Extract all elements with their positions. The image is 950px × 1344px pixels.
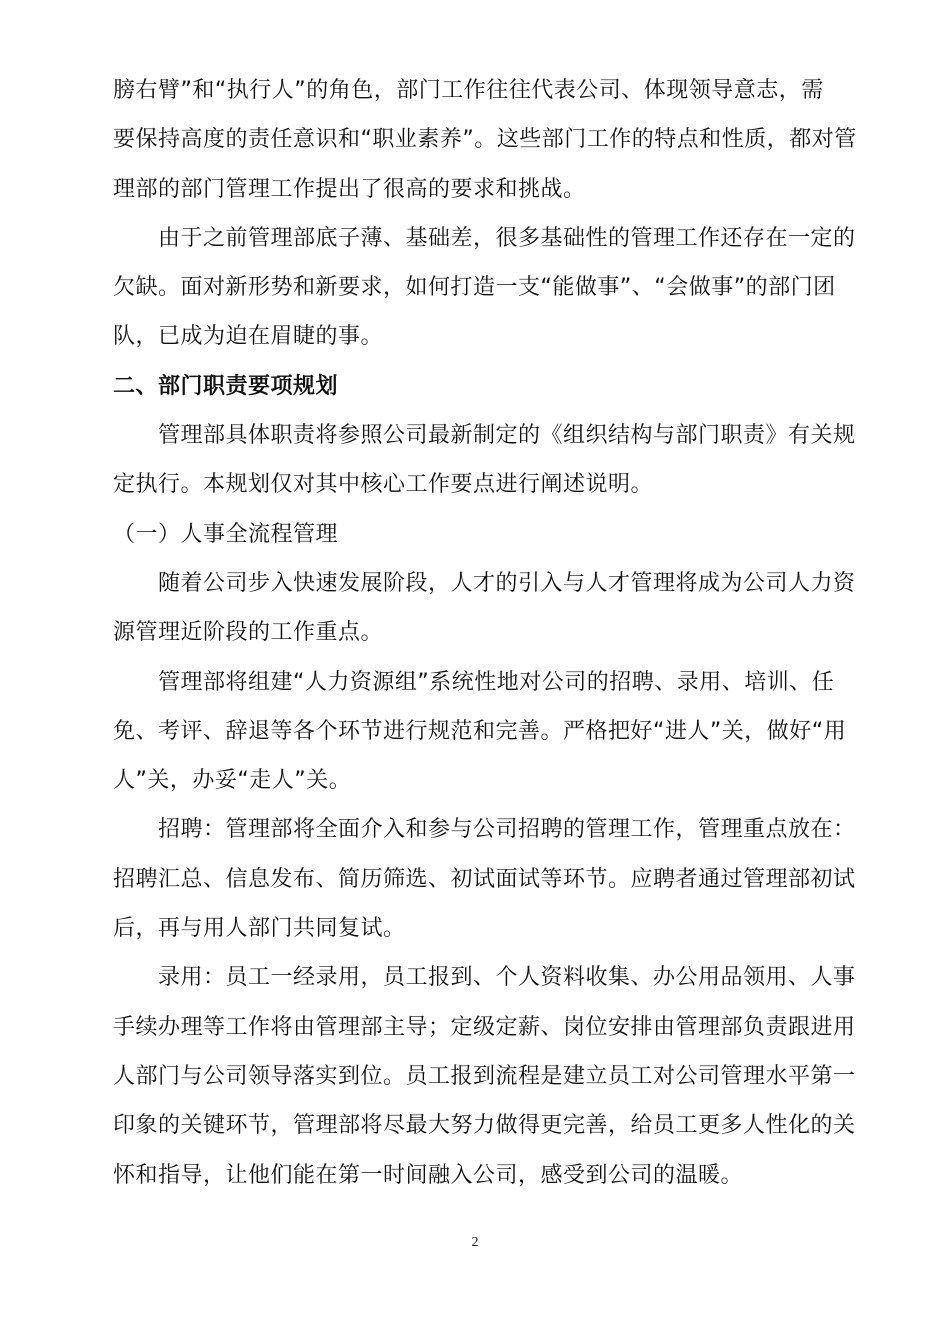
paragraph-line: 由于之前管理部底子薄、基础差，很多基础性的管理工作还存在一定的 bbox=[158, 225, 856, 251]
paragraph-line: 源管理近阶段的工作重点。 bbox=[113, 620, 384, 646]
paragraph-line: 免、考评、辞退等各个环节进行规范和完善。严格把好“进人”关，做好“用 bbox=[113, 718, 847, 744]
paragraph-line: 要保持高度的责任意识和“职业素养”。这些部门工作的特点和性质，都对管 bbox=[113, 127, 857, 153]
paragraph-line: 手续办理等工作将由管理部主导；定级定薪、岗位安排由管理部负责跟进用 bbox=[113, 1014, 856, 1040]
paragraph-line: 怀和指导，让他们能在第一时间融入公司，感受到公司的温暖。 bbox=[113, 1162, 744, 1188]
document-body bbox=[113, 66, 878, 1200]
paragraph-line: 印象的关键环节，管理部将尽最大努力做得更完善，给员工更多人性化的关 bbox=[113, 1113, 856, 1139]
paragraph-line: 人部门与公司领导落实到位。员工报到流程是建立员工对公司管理水平第一 bbox=[113, 1063, 856, 1089]
paragraph-line: 定执行。本规划仅对其中核心工作要点进行阐述说明。 bbox=[113, 472, 654, 498]
page-number: 2 bbox=[471, 1235, 479, 1250]
paragraph-line: 欠缺。面对新形势和新要求，如何打造一支“能做事”、“会做事”的部门团 bbox=[113, 275, 836, 301]
paragraph-line: 队，已成为迫在眉睫的事。 bbox=[113, 324, 384, 350]
paragraph-line: 随着公司步入快速发展阶段，人才的引入与人才管理将成为公司人力资 bbox=[158, 570, 856, 596]
paragraph-line: 理部的部门管理工作提出了很高的要求和挑战。 bbox=[113, 176, 586, 202]
paragraph-line: 招聘：管理部将全面介入和参与公司招聘的管理工作，管理重点放在： bbox=[158, 817, 856, 843]
paragraph-line: 膀右臂”和“执行人”的角色，部门工作往往代表公司、体现领导意志，需 bbox=[113, 78, 824, 103]
paragraph-line: 管理部将组建“人力资源组”系统性地对公司的招聘、录用、培训、任 bbox=[158, 669, 835, 695]
paragraph-line: 录用：员工一经录用，员工报到、个人资料收集、办公用品领用、人事 bbox=[158, 965, 856, 991]
paragraph-line: 管理部具体职责将参照公司最新制定的《组织结构与部门职责》有关规 bbox=[158, 423, 856, 449]
paragraph-line: 人”关，办妥“走人”关。 bbox=[113, 768, 352, 794]
section-heading: 二、部门职责要项规划 bbox=[113, 373, 339, 399]
subsection-heading: （一）人事全流程管理 bbox=[113, 521, 339, 547]
paragraph-line: 后，再与用人部门共同复试。 bbox=[113, 916, 406, 942]
paragraph-line: 招聘汇总、信息发布、简历筛选、初试面试等环节。应聘者通过管理部初试 bbox=[113, 866, 856, 892]
